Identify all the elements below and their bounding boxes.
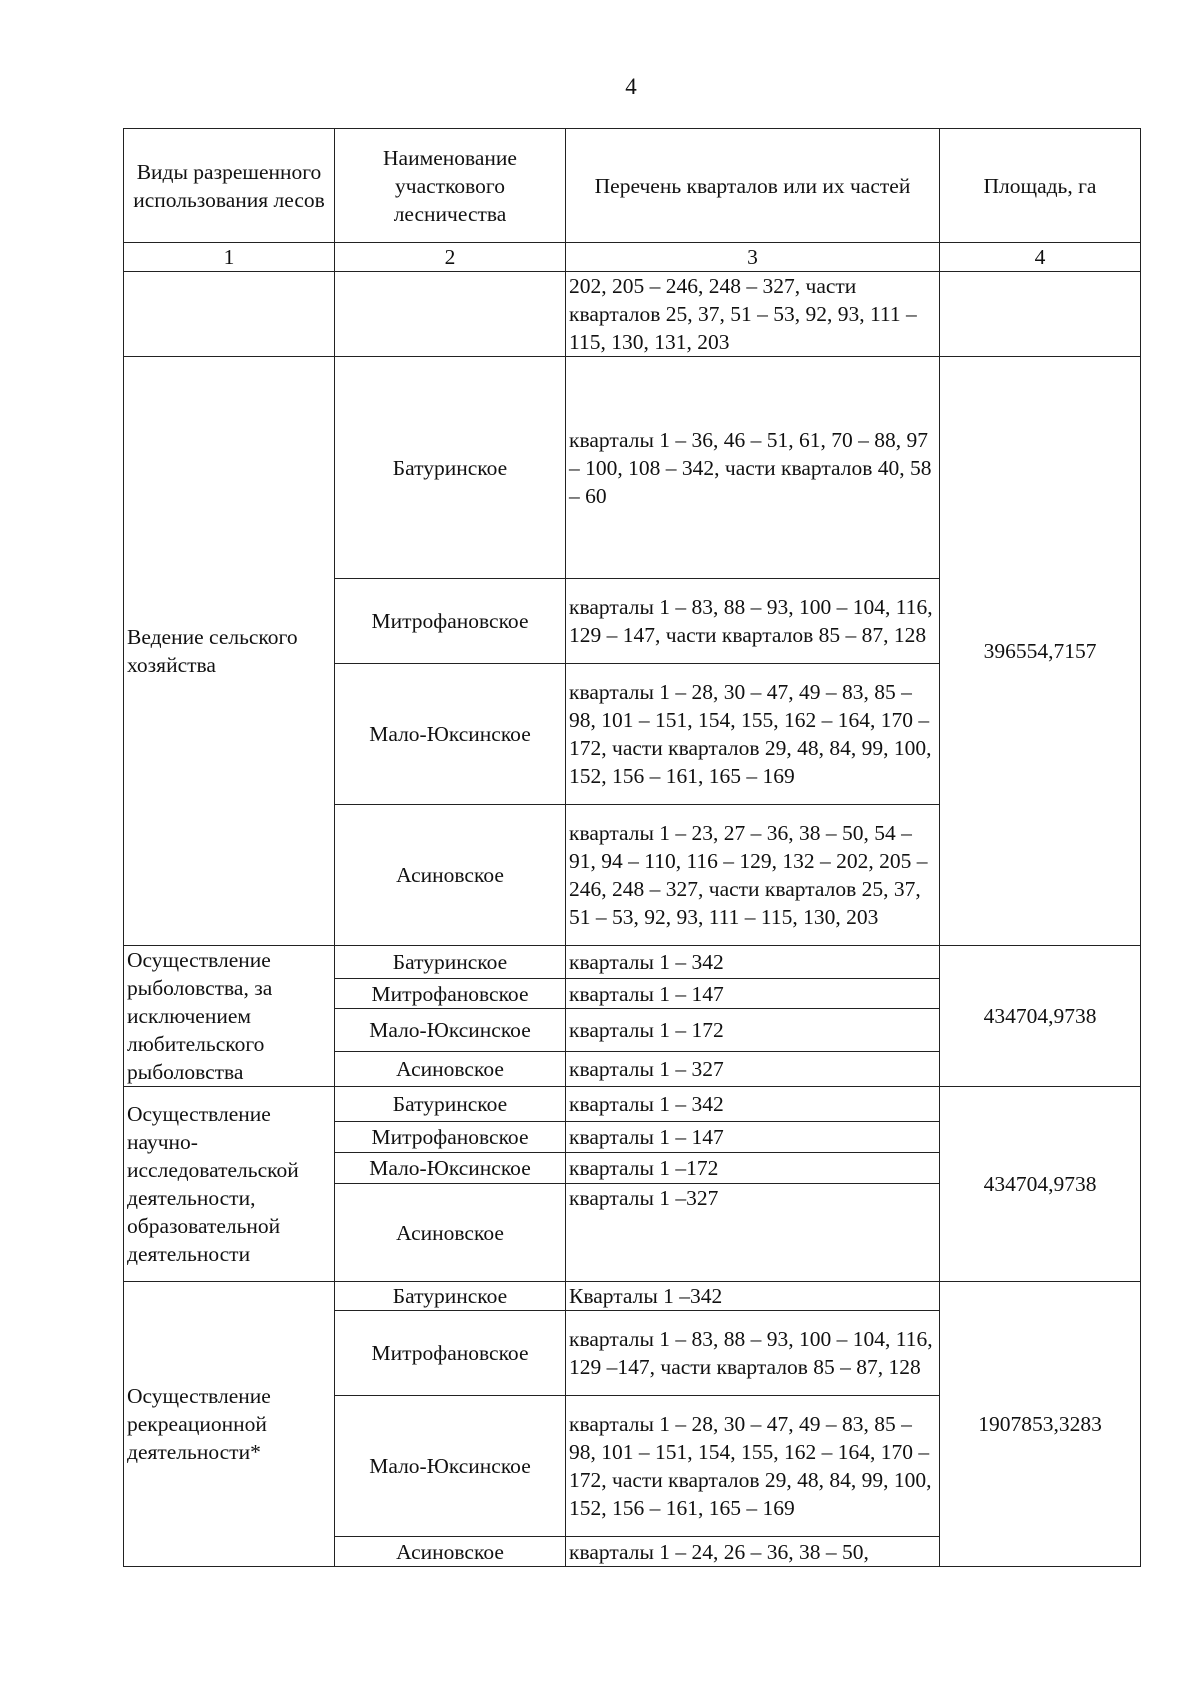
quarters-cell: кварталы 1 – 172 (566, 1009, 940, 1051)
table-row (124, 272, 1141, 357)
quarters-cell: кварталы 1 – 342 (566, 946, 940, 979)
area-cell: 434704,9738 (940, 1087, 1141, 1282)
table-row (124, 1087, 1141, 1122)
forestry-cell: Митрофановское (335, 1311, 566, 1396)
forestry-cell (335, 272, 566, 357)
quarters-cell: кварталы 1 – 23, 27 – 36, 38 – 50, 54 – 91, 94 – 110, 116 – 129, 132 – 202, 205 – 246, 248 – 327, части кварталов 25, 37, 51 – 53, 92, 93, 111 – 115, 130, 203 (566, 805, 940, 946)
page-number: 4 (625, 74, 637, 99)
forestry-cell: Мало-Юксинское (335, 1153, 566, 1184)
quarters-cell: кварталы 1 –327 (566, 1184, 940, 1282)
use-type-cell: Ведение сельского хозяйства (124, 357, 335, 946)
header-area: Площадь, га (940, 129, 1141, 243)
column-index-row (124, 243, 1141, 272)
forestry-cell: Батуринское (335, 1087, 566, 1122)
use-type-cell: Осуществление рыболовства, за исключением любительского рыболовства (124, 946, 335, 1087)
quarters-cell: кварталы 1 – 147 (566, 1122, 940, 1153)
area-cell: 434704,9738 (940, 946, 1141, 1087)
column-index: 4 (940, 243, 1141, 272)
forestry-cell: Батуринское (335, 357, 566, 579)
column-index: 2 (335, 243, 566, 272)
quarters-cell: Кварталы 1 –342 (566, 1282, 940, 1311)
forest-use-table (123, 128, 1141, 1567)
quarters-cell: кварталы 1 – 28, 30 – 47, 49 – 83, 85 – 98, 101 – 151, 154, 155, 162 – 164, 170 – 172, части кварталов 29, 48, 84, 99, 100, 152, 156 – 161, 165 – 169 (566, 1396, 940, 1537)
column-index: 3 (566, 243, 940, 272)
forestry-cell: Асиновское (335, 1537, 566, 1567)
forestry-cell: Батуринское (335, 946, 566, 979)
quarters-cell: кварталы 1 – 24, 26 – 36, 38 – 50, (566, 1537, 940, 1567)
forestry-cell: Асиновское (335, 1184, 566, 1282)
area-cell (940, 272, 1141, 357)
forestry-cell: Митрофановское (335, 1122, 566, 1153)
area-cell: 1907853,3283 (940, 1282, 1141, 1567)
table-row (124, 1282, 1141, 1311)
forestry-cell: Асиновское (335, 1051, 566, 1086)
area-cell: 396554,7157 (940, 357, 1141, 946)
column-index: 1 (124, 243, 335, 272)
quarters-cell: кварталы 1 – 147 (566, 979, 940, 1009)
table-header-row (124, 129, 1141, 243)
forestry-cell: Асиновское (335, 805, 566, 946)
header-use-type: Виды разрешенного использования лесов (124, 129, 335, 243)
quarters-cell: кварталы 1 – 83, 88 – 93, 100 – 104, 116, 129 – 147, части кварталов 85 – 87, 128 (566, 579, 940, 664)
table-row (124, 357, 1141, 579)
quarters-cell: кварталы 1 – 83, 88 – 93, 100 – 104, 116, 129 –147, части кварталов 85 – 87, 128 (566, 1311, 940, 1396)
quarters-cell: 202, 205 – 246, 248 – 327, части кварталов 25, 37, 51 – 53, 92, 93, 111 – 115, 130, 131, 203 (566, 272, 940, 357)
use-type-cell: Осуществление рекреационной деятельности* (124, 1282, 335, 1567)
quarters-cell: кварталы 1 – 327 (566, 1051, 940, 1086)
use-type-cell (124, 272, 335, 357)
quarters-cell: кварталы 1 – 342 (566, 1087, 940, 1122)
forestry-cell: Мало-Юксинское (335, 664, 566, 805)
quarters-cell: кварталы 1 – 28, 30 – 47, 49 – 83, 85 – 98, 101 – 151, 154, 155, 162 – 164, 170 – 172, части кварталов 29, 48, 84, 99, 100, 152, 156 – 161, 165 – 169 (566, 664, 940, 805)
forestry-cell: Батуринское (335, 1282, 566, 1311)
table-row (124, 946, 1141, 979)
forestry-cell: Митрофановское (335, 579, 566, 664)
header-quarters: Перечень кварталов или их частей (566, 129, 940, 243)
header-forestry: Наименование участкового лесничества (335, 129, 566, 243)
quarters-cell: кварталы 1 – 36, 46 – 51, 61, 70 – 88, 97 – 100, 108 – 342, части кварталов 40, 58 – 60 (566, 357, 940, 579)
forestry-cell: Мало-Юксинское (335, 1009, 566, 1051)
forestry-cell: Мало-Юксинское (335, 1396, 566, 1537)
use-type-cell: Осуществление научно-исследовательской деятельности, образовательной деятельности (124, 1087, 335, 1282)
quarters-cell: кварталы 1 –172 (566, 1153, 940, 1184)
forestry-cell: Митрофановское (335, 979, 566, 1009)
